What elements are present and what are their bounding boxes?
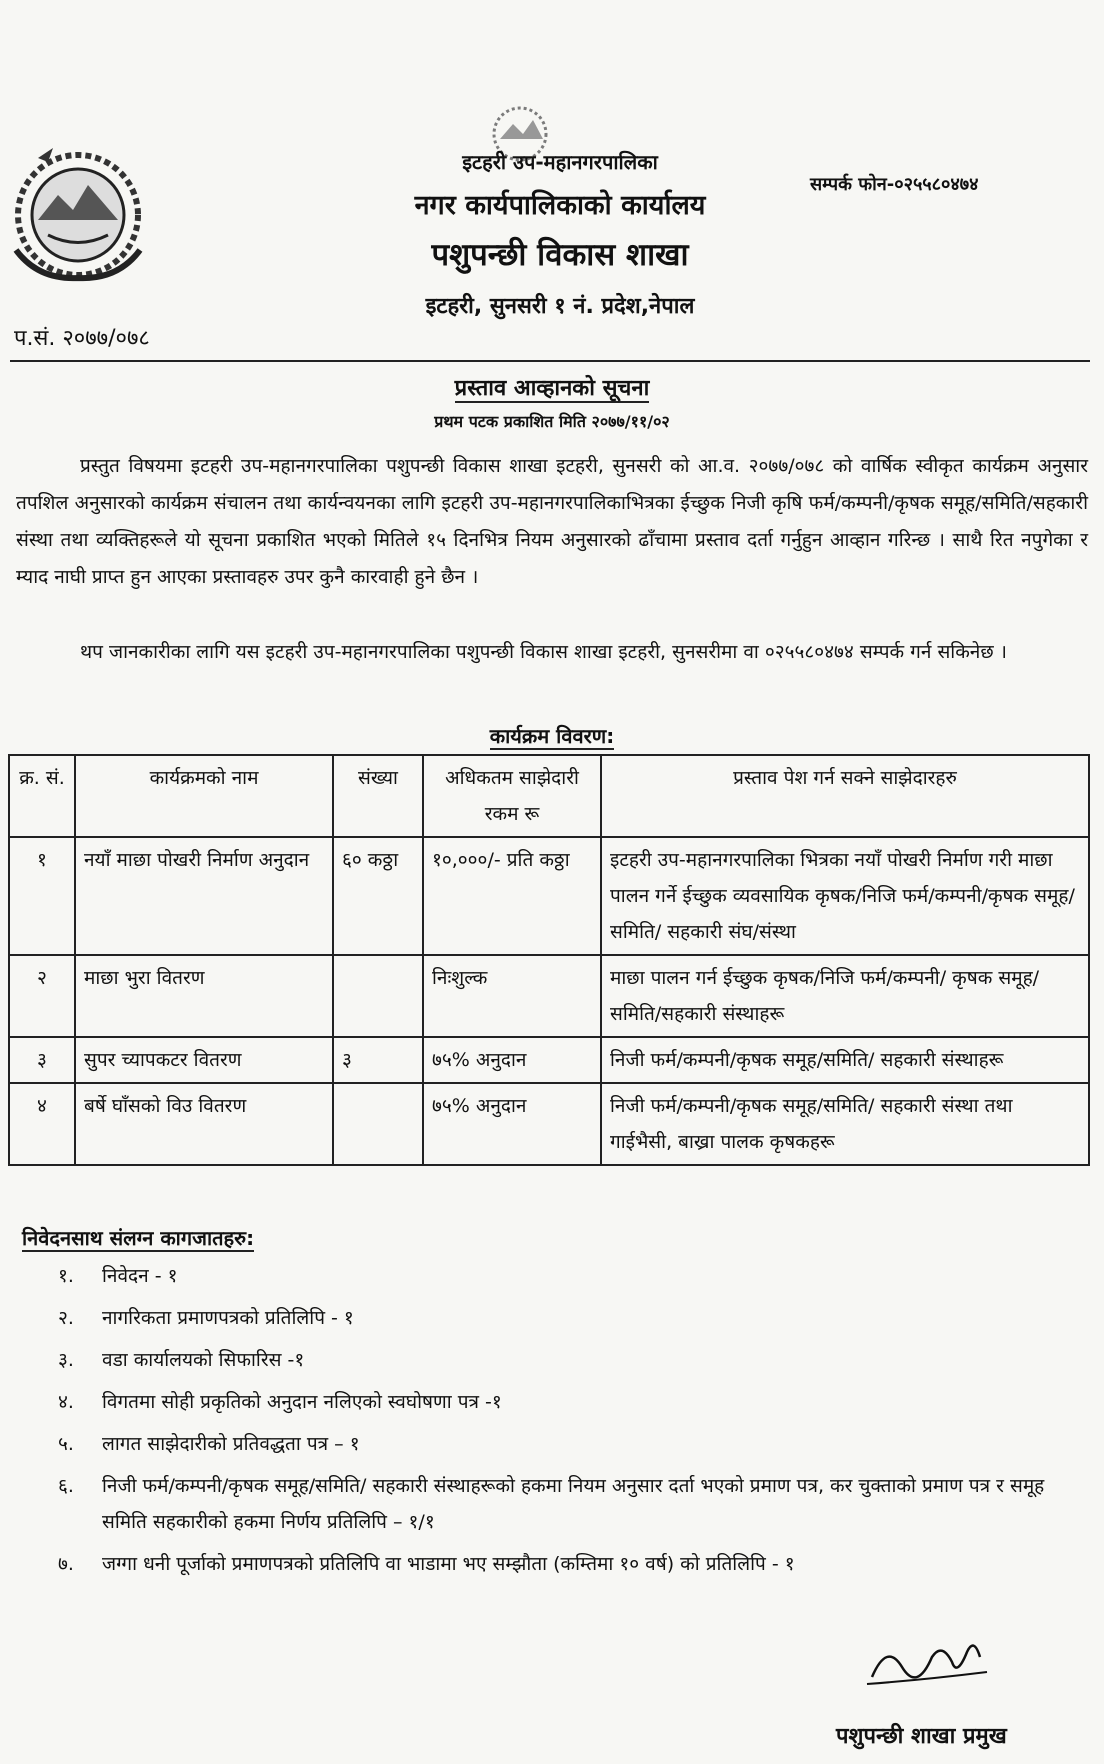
list-item: [58, 1300, 1088, 1336]
cell-serial: १: [9, 837, 75, 955]
cell-serial: २: [9, 955, 75, 1037]
list-item-number: ४.: [58, 1391, 74, 1413]
program-table-title-text: कार्यक्रम विवरण:: [489, 724, 615, 748]
cell-eligible-partners: माछा पालन गर्न ईच्छुक कृषक/निजि फर्म/कम्पनी/ कृषक समूह/समिति/सहकारी संस्थाहरू: [601, 955, 1089, 1037]
list-item-number: ७.: [58, 1553, 74, 1575]
notice-paragraph-2: थप जानकारीका लागि यस इटहरी उप-महानगरपालिका पशुपन्छी विकास शाखा इटहरी, सुनसरीमा वा ०२५५८०४७४ सम्पर्क गर्न सकिनेछ ।: [80, 641, 1007, 663]
program-table: [8, 754, 1090, 1166]
cell-eligible-partners: इटहरी उप-महानगरपालिका भित्रका नयाँ पोखरी निर्माण गरी माछा पालन गर्ने ईच्छुक व्यवसायिक कृषक/निजि फर्म/कम्पनी/कृषक समूह/समिति/ सहकारी संघ/संस्था: [601, 837, 1089, 955]
list-item-text: निवेदन - १: [102, 1265, 178, 1287]
branch-name: पशुपन्छी विकास शाखा: [431, 237, 689, 273]
notice-paragraph-1: प्रस्तुत विषयमा इटहरी उप-महानगरपालिका पशुपन्छी विकास शाखा इटहरी, सुनसरी को आ.व. २०७७/०७८ को वार्षिक स्वीकृत कार्यक्रम अनुसार तपशिल अनुसारको कार्यक्रम संचालन तथा कार्यन्वयनका लागि इटहरी उप-महानगरपालिकाभित्रका ईच्छुक निजी कृषि फर्म/कम्पनी/कृषक समूह/समिति/सहकारी संस्था तथा व्यक्तिहरूले यो सूचना प्रकाशित भएको मितिले १५ दिनभित्र नियम अनुसारको ढाँचामा प्रस्ताव दर्ता गर्नुहुन आव्हान गरिन्छ । साथै रित नपुगेका र म्याद नाघी प्राप्त हुन आएका प्रस्तावहरु उपर कुनै कारवाही हुने छैन ।: [16, 455, 1088, 588]
cell-serial: ३: [9, 1037, 75, 1083]
municipality-name: इटहरी उप-महानगरपालिका: [462, 150, 658, 174]
table-row: [9, 1083, 1089, 1165]
list-item: [58, 1468, 1088, 1540]
header-divider: [10, 360, 1090, 362]
program-table-title: [0, 722, 1104, 749]
list-item: [58, 1546, 1088, 1582]
cell-quantity: ३: [333, 1037, 423, 1083]
header-eligible-partners: प्रस्ताव पेश गर्न सक्ने साझेदारहरु: [601, 755, 1089, 837]
list-item-text: निजी फर्म/कम्पनी/कृषक समूह/समिति/ सहकारी संस्थाहरूको हकमा नियम अनुसार दर्ता भएको प्रमाण पत्र, कर चुक्ताको प्रमाण पत्र र समूह समिति सहकारीको हकमा निर्णय प्रतिलिपि – १/१: [102, 1475, 1045, 1533]
cell-max-amount: ७५% अनुदान: [423, 1083, 601, 1165]
signer-title: पशुपन्छी शाखा प्रमुख: [836, 1724, 1007, 1749]
list-item: [58, 1384, 1088, 1420]
office-address: इटहरी, सुनसरी १ नं. प्रदेश,नेपाल: [425, 294, 695, 319]
header-program-name: कार्यक्रमको नाम: [75, 755, 333, 837]
reference-number: प.सं. २०७७/०७८: [14, 326, 150, 351]
contact-phone: सम्पर्क फोन-०२५५८०४७४: [810, 174, 979, 195]
list-item-text: लागत साझेदारीको प्रतिवद्धता पत्र – १: [102, 1433, 360, 1455]
cell-quantity: ६० कठ्ठा: [333, 837, 423, 955]
list-item-text: वडा कार्यालयको सिफारिस -१: [102, 1349, 305, 1371]
handwritten-signature: [862, 1622, 992, 1702]
table-row: [9, 955, 1089, 1037]
list-item: [58, 1426, 1088, 1462]
table-row: [9, 1037, 1089, 1083]
header-max-amount: अधिकतम साझेदारी रकम रू: [423, 755, 601, 837]
list-item-text: विगतमा सोही प्रकृतिको अनुदान नलिएको स्वघोषणा पत्र -१: [102, 1391, 502, 1413]
cell-max-amount: ७५% अनुदान: [423, 1037, 601, 1083]
cell-program-name: सुपर च्यापकटर वितरण: [75, 1037, 333, 1083]
documents-list: [58, 1258, 1088, 1588]
cell-max-amount: निःशुल्क: [423, 955, 601, 1037]
table-header-row: [9, 755, 1089, 837]
publication-date: प्रथम पटक प्रकाशित मिति २०७७/११/०२: [434, 412, 670, 431]
list-item-number: ३.: [58, 1349, 74, 1371]
list-item: [58, 1342, 1088, 1378]
cell-max-amount: १०,०००/- प्रति कठ्ठा: [423, 837, 601, 955]
list-item-text: नागरिकता प्रमाणपत्रको प्रतिलिपि - १: [102, 1307, 354, 1329]
office-name: नगर कार्यपालिकाको कार्यालय: [414, 190, 706, 221]
notice-title: [0, 372, 1104, 402]
cell-program-name: माछा भुरा वितरण: [75, 955, 333, 1037]
list-item-number: ६.: [58, 1475, 74, 1497]
list-item: [58, 1258, 1088, 1294]
list-item-number: २.: [58, 1307, 74, 1329]
table-row: [9, 837, 1089, 955]
cell-eligible-partners: निजी फर्म/कम्पनी/कृषक समूह/समिति/ सहकारी संस्था तथा गाईभैसी, बाख्रा पालक कृषकहरू: [601, 1083, 1089, 1165]
list-item-number: ५.: [58, 1433, 74, 1455]
cell-serial: ४: [9, 1083, 75, 1165]
documents-title: [22, 1224, 254, 1251]
list-item-number: १.: [58, 1265, 74, 1287]
list-item-text: जग्गा धनी पूर्जाको प्रमाणपत्रको प्रतिलिपि वा भाडामा भए सम्झौता (कम्तिमा १० वर्ष) को प्रतिलिपि - १: [102, 1553, 795, 1575]
header-serial: क्र. सं.: [9, 755, 75, 837]
header-quantity: संख्या: [333, 755, 423, 837]
cell-program-name: नयाँ माछा पोखरी निर्माण अनुदान: [75, 837, 333, 955]
cell-quantity: [333, 1083, 423, 1165]
documents-title-text: निवेदनसाथ संलग्न कागजातहरु:: [22, 1226, 255, 1250]
notice-title-text: प्रस्ताव आव्हानको सूचना: [454, 376, 650, 401]
cell-quantity: [333, 955, 423, 1037]
cell-program-name: बर्षे घाँसको विउ वितरण: [75, 1083, 333, 1165]
cell-eligible-partners: निजी फर्म/कम्पनी/कृषक समूह/समिति/ सहकारी संस्थाहरू: [601, 1037, 1089, 1083]
